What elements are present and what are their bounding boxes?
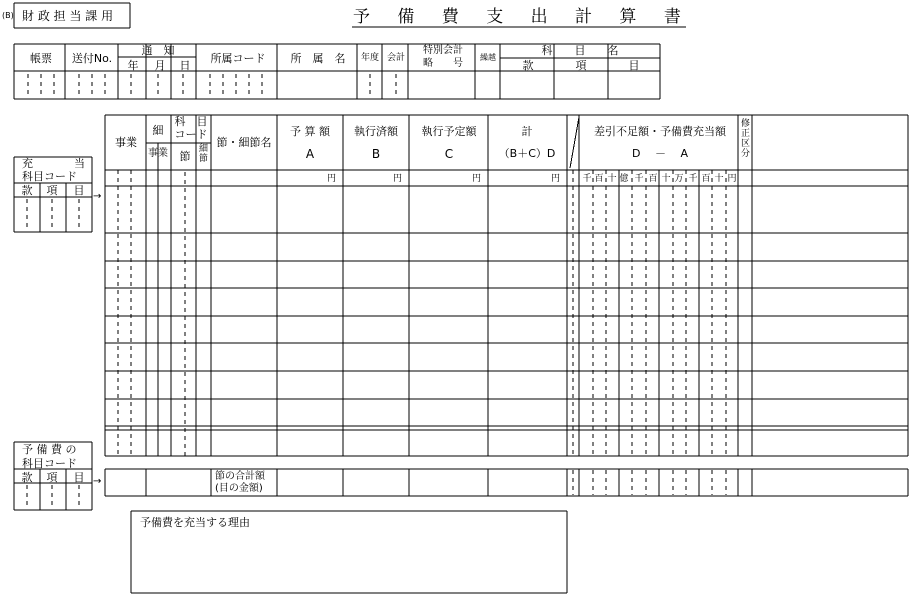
hdr-kou: 項 [575, 59, 587, 72]
side1-kou: 項 [46, 184, 58, 197]
col-kei-formula: （B＋C）D [498, 147, 556, 160]
col-jigyo: 事業 [115, 136, 137, 149]
col-sai: 細 [152, 124, 164, 137]
col-shikkozumi-b: B [371, 147, 381, 161]
yen-c: 円 [472, 174, 482, 184]
hdr-kamoku-mei: 科 目 名 [541, 44, 619, 57]
side1-moku: 目 [73, 184, 85, 197]
digit-en: 円 [727, 174, 737, 184]
col-sabiki: 差引不足額・予備費充当額 [594, 125, 726, 138]
hdr-tokubetsu-1: 特別会計 [423, 45, 463, 56]
hdr-tokubetsu-2: 略 号 [423, 58, 463, 69]
header-slash [570, 117, 579, 168]
hdr-tsuchi: 通 知 [141, 44, 175, 57]
hdr-chohyo: 帳票 [30, 52, 52, 65]
digit-oku: 億 [619, 174, 629, 184]
digit-sen-oku: 千 [582, 174, 592, 184]
hdr-tsuki: 月 [154, 59, 166, 72]
hdr-moku: 目 [628, 59, 640, 72]
side2-moku: 目 [73, 471, 85, 484]
digit-man: 万 [674, 174, 684, 184]
yen-d: 円 [551, 174, 561, 184]
side1-code-label: 科目コード [22, 170, 77, 183]
hdr-kan: 款 [522, 59, 534, 72]
side2-kou: 項 [46, 471, 58, 484]
col-sabiki-formula: D － A [632, 147, 688, 160]
col-sai-jigyo: 事業 [148, 148, 168, 159]
hdr-kuriyose: 繰越 [480, 53, 496, 62]
total-label-1: 節の合計額 [215, 471, 265, 482]
side2-label: 予 備 費 の [22, 443, 77, 456]
col-kamoku-2: コード [174, 128, 208, 141]
digit-hyaku-man: 百 [648, 174, 658, 184]
side2-kan: 款 [21, 471, 33, 484]
col-saisetsu: 細節 [199, 144, 209, 164]
yen-a: 円 [327, 174, 337, 184]
hdr-hi: 日 [179, 59, 191, 72]
side2-code-label: 科目コード [22, 457, 77, 470]
side1-arrow: → [93, 191, 102, 202]
hdr-shozoku-code: 所属コード [210, 52, 266, 65]
hdr-nen: 年 [127, 59, 139, 72]
yen-b: 円 [393, 174, 403, 184]
dept-box-label: 財 政 担 当 課 用 [22, 9, 114, 23]
digit-sen-man: 千 [634, 174, 644, 184]
side2-arrow: → [93, 476, 102, 487]
form-tag: (B) [2, 11, 14, 20]
hdr-nendo: 年度 [360, 53, 380, 63]
hdr-kaikei: 会計 [386, 53, 406, 63]
total-label-2: (目の金額) [215, 483, 263, 494]
side1-label-b: 当 [74, 157, 85, 170]
col-kei: 計 [521, 125, 533, 138]
digit-juu-man: 十 [661, 174, 671, 184]
digit-juu-oku: 十 [607, 174, 617, 184]
reason-label: 予備費を充当する理由 [140, 516, 250, 529]
col-shusei: 修正区分 [741, 119, 751, 159]
digit-hyaku-oku: 百 [594, 174, 604, 184]
hdr-sofu-no: 送付No. [71, 52, 113, 65]
col-yotei-c: C [444, 147, 454, 161]
col-yosan-a: A [305, 147, 315, 161]
digit-juu: 十 [714, 174, 724, 184]
col-yotei: 執行予定額 [421, 125, 477, 138]
side1-label-a: 充 [22, 157, 33, 170]
digit-sen: 千 [688, 174, 698, 184]
col-kamoku-1: 科 目 [174, 115, 208, 128]
col-shikkozumi: 執行済額 [354, 125, 398, 138]
col-yosan: 予 算 額 [290, 125, 330, 138]
col-setsu: 節 [179, 150, 191, 163]
page-title: 予 備 費 支 出 計 算 書 [353, 7, 692, 27]
hdr-shozoku-mei: 所 属 名 [290, 52, 346, 65]
digit-hyaku: 百 [701, 174, 711, 184]
col-setsu-mei: 節・細節名 [216, 136, 272, 149]
side1-kan: 款 [21, 184, 33, 197]
